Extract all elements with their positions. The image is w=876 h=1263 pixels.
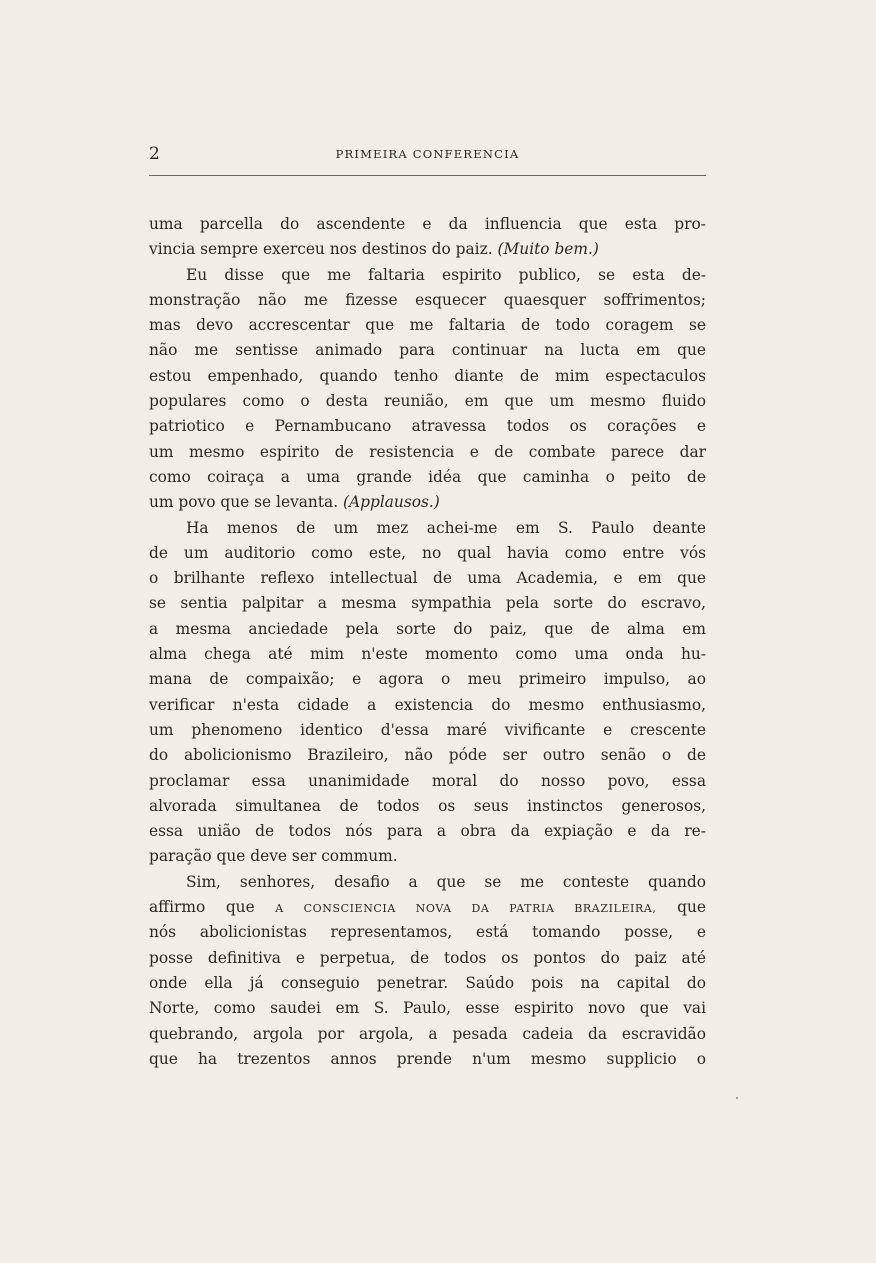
body-text: [149, 212, 706, 1072]
page-header: [149, 144, 706, 168]
text-line: [149, 1047, 706, 1072]
line-text: Sim, senhores, desafio a que se me conteste quando: [186, 872, 706, 891]
line-text: do abolicionismo Brazileiro, não póde ser outro senão o de: [149, 746, 706, 765]
text-line: [149, 237, 706, 262]
line-text: nós abolicionistas representamos, está tomando posse, e: [149, 923, 706, 942]
text-line: [149, 996, 706, 1021]
line-text: uma parcella do ascendente e da influencia que esta pro-: [149, 215, 706, 233]
line-text: estou empenhado, quando tenho diante de mim espectaculos: [149, 366, 706, 385]
text-line: [149, 920, 706, 945]
text-line: [149, 946, 706, 971]
line-text: que ha trezentos annos prende n'um mesmo supplicio o: [149, 1049, 706, 1068]
running-title: PRIMEIRA CONFERENCIA: [335, 147, 520, 161]
text-line: [149, 440, 706, 465]
text-line: [149, 566, 706, 591]
line-text: o brilhante reflexo intellectual de uma Academia, e em que: [149, 569, 706, 588]
page-number: 2: [149, 144, 160, 164]
text-line: [149, 414, 706, 439]
text-line: [149, 263, 706, 288]
line-text: essa união de todos nós para a obra da expiação e da re-: [149, 822, 706, 841]
text-line: [149, 870, 706, 895]
text-line: [149, 313, 706, 338]
text-line: [149, 465, 706, 490]
text-line: [149, 895, 706, 920]
line-text: a mesma anciedade pela sorte do paiz, que de alma em: [149, 619, 706, 638]
line-text-tail: que: [677, 898, 706, 917]
line-text: paração que deve ser commum.: [149, 847, 398, 866]
line-text: alvorada simultanea de todos os seus instinctos generosos,: [149, 796, 706, 815]
text-line: [149, 718, 706, 743]
line-text: se sentia palpitar a mesma sympathia pela sorte do escravo,: [149, 594, 706, 613]
line-text: patriotico e Pernambucano atravessa todos os corações e: [149, 417, 706, 436]
text-line: [149, 212, 706, 237]
text-line: [149, 693, 706, 718]
line-text: mas devo accrescentar que me faltaria de todo coragem se: [149, 316, 706, 335]
line-text: affirmo que: [149, 898, 255, 917]
smallcaps-phrase: A CONSCIENCIA NOVA DA PATRIA BRAZILEIRA,: [275, 902, 657, 916]
line-text: de um auditorio como este, no qual havia como entre vós: [149, 543, 706, 562]
text-line: [149, 541, 706, 566]
text-line: [149, 617, 706, 642]
text-line: [149, 819, 706, 844]
line-text: um phenomeno identico d'essa maré vivificante e crescente: [149, 720, 706, 739]
line-text: como coiraça a uma grande idéa que caminha o peito de: [149, 467, 706, 486]
line-text: populares como o desta reunião, em que um mesmo fluido: [149, 392, 706, 411]
text-line: [149, 490, 706, 515]
text-line: [149, 516, 706, 541]
text-line: [149, 1022, 706, 1047]
line-text: um povo que se levanta.: [149, 493, 339, 512]
header-rule: [149, 175, 706, 176]
text-line: [149, 591, 706, 616]
text-line: [149, 642, 706, 667]
line-text: quebrando, argola por argola, a pesada cadeia da escravidão: [149, 1024, 706, 1043]
text-line: [149, 338, 706, 363]
line-text: proclamar essa unanimidade moral do nosso povo, essa: [149, 771, 706, 790]
text-line: [149, 667, 706, 692]
paper-speck: [736, 1097, 738, 1099]
line-text: não me sentisse animado para continuar na lucta em que: [149, 341, 706, 360]
line-text: posse definitiva e perpetua, de todos os pontos do paiz até: [149, 948, 706, 967]
italic-remark: (Muito bem.): [497, 240, 599, 259]
text-line: [149, 844, 706, 869]
line-text: Norte, como saudei em S. Paulo, esse espirito novo que vai: [149, 999, 706, 1018]
text-line: [149, 971, 706, 996]
text-line: [149, 288, 706, 313]
line-text: monstração não me fizesse esquecer quaesquer soffrimentos;: [149, 290, 706, 309]
line-text: mana de compaixão; e agora o meu primeiro impulso, ao: [149, 670, 706, 689]
text-line: [149, 794, 706, 819]
line-text: Eu disse que me faltaria espirito publico, se esta de-: [186, 265, 706, 284]
line-text: vincia sempre exerceu nos destinos do paiz.: [149, 240, 493, 259]
text-line: [149, 743, 706, 768]
line-text: Ha menos de um mez achei-me em S. Paulo deante: [186, 518, 706, 537]
line-text: verificar n'esta cidade a existencia do mesmo enthusiasmo,: [149, 695, 706, 714]
text-line: [149, 769, 706, 794]
text-line: [149, 389, 706, 414]
text-line: [149, 364, 706, 389]
line-text: um mesmo espirito de resistencia e de combate parece dar: [149, 442, 706, 461]
line-text: alma chega até mim n'este momento como uma onda hu-: [149, 645, 706, 664]
line-text: onde ella já conseguio penetrar. Saúdo pois na capital do: [149, 973, 706, 992]
italic-remark: (Applausos.): [343, 493, 440, 512]
